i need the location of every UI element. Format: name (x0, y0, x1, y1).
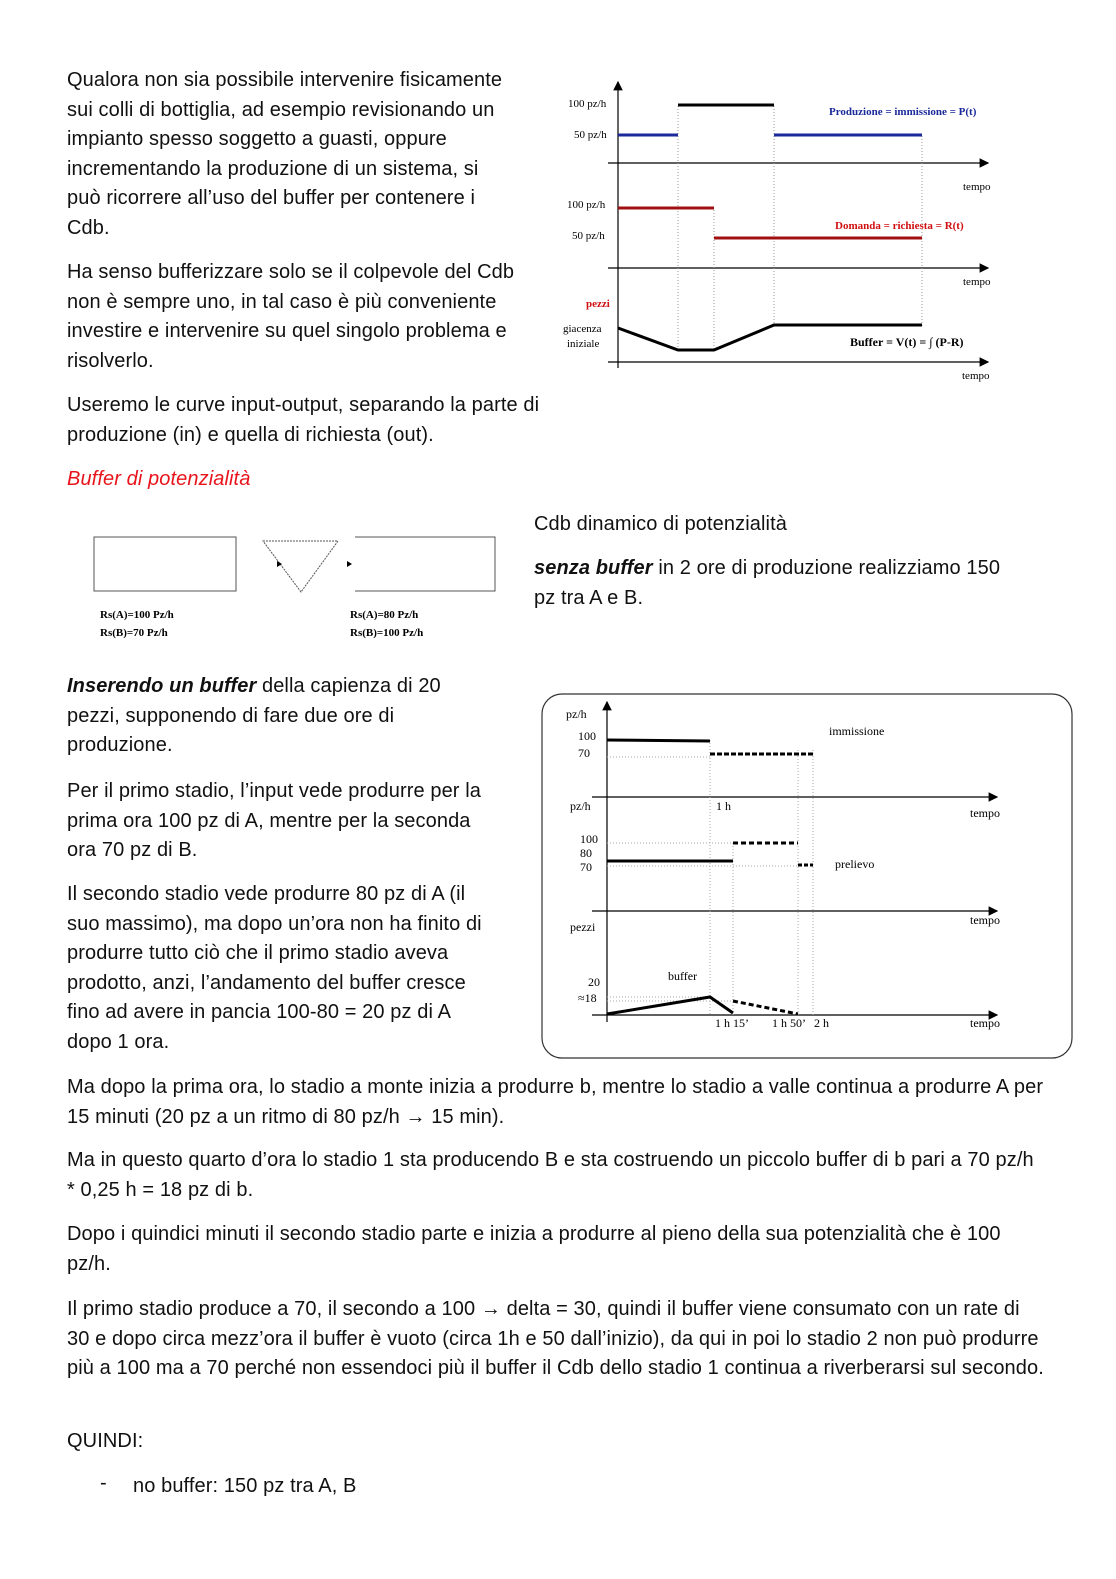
stage-label: Rs(B)=70 Pz/h (100, 627, 168, 639)
text: in 2 ore di produzione realizziamo 150 pz tra A e B. (534, 557, 1001, 609)
paragraph: QUINDI: (67, 1430, 144, 1452)
tick-label: 1 h 50’ (772, 1016, 806, 1030)
axis-label: iniziale (567, 338, 600, 350)
axis-label: tempo (963, 276, 991, 288)
bullet-item: no buffer: 150 pz tra A, B (133, 1475, 357, 1497)
axis-label: 50 pz/h (574, 129, 607, 141)
axis-label: tempo (970, 806, 1000, 820)
series-label: prelievo (835, 857, 875, 871)
tick-label: 100 (580, 832, 598, 846)
paragraph: Per il primo stadio, l’input vede produrre per la prima ora 100 pz di A, mentre per la seconda ora 70 pz di B. (67, 780, 481, 862)
bullet-marker: - (100, 1472, 107, 1494)
axis-label: 50 pz/h (572, 230, 605, 242)
paragraph: Il primo stadio produce a 70, il secondo a 100 → delta = 30, quindi il buffer viene consumato con un rate di 30 e dopo circa mezz’ora il buffer è vuoto (circa 1h e 50 dall’inizio), da qui in poi lo stadio 2 non può produrre più a 100 ma a 70 perché non essendoci più il buffer il Cdb dello stadio 1 continua a riverberarsi sul secondo. (67, 1298, 1044, 1380)
tick-label: 1 h 15’ (715, 1016, 749, 1030)
stage-label: Rs(B)=100 Pz/h (350, 627, 424, 639)
paragraph: Ha senso bufferizzare solo se il colpevole del Cdb non è sempre uno, in tal caso è più conveniente investire e intervenire su quel singolo problema e risolverlo. (67, 261, 515, 372)
section-heading: Buffer di potenzialità (67, 468, 251, 490)
series-label: immissione (829, 724, 885, 738)
axis-label: tempo (963, 181, 991, 193)
tick-label: 70 (580, 860, 592, 874)
paragraph: Useremo le curve input-output, separando la parte di produzione (in) e quella di richiesta (out). (67, 394, 540, 446)
series-label: Produzione = immissione = P(t) (829, 106, 977, 118)
axis-label: giacenza (563, 323, 602, 335)
stage-label: Rs(A)=80 Pz/h (350, 609, 419, 621)
series-label: Domanda = richiesta = R(t) (835, 220, 964, 232)
stage-label: Rs(A)=100 Pz/h (100, 609, 174, 621)
two-stage-buffer-schematic (94, 537, 495, 639)
tick-label: 70 (578, 746, 590, 760)
axis-label: tempo (970, 1016, 1000, 1030)
axis-label: tempo (970, 913, 1000, 927)
buffer-input-output-diagram (542, 694, 1072, 1058)
tick-label: 2 h (814, 1016, 829, 1030)
axis-label: tempo (962, 370, 990, 382)
axis-label: pz/h (566, 707, 587, 721)
axis-label: pezzi (586, 298, 610, 310)
paragraph: Ma in questo quarto d’ora lo stadio 1 sta producendo B e sta costruendo un piccolo buffer di b pari a 70 pz/h * 0,25 h = 18 pz di b. (67, 1149, 1034, 1201)
bold-text: senza buffer (534, 557, 653, 579)
paragraph: Ma dopo la prima ora, lo stadio a monte inizia a produrre b, mentre lo stadio a valle continua a produrre A per 15 minuti (20 pz a un ritmo di 80 pz/h → 15 min). (67, 1076, 1044, 1128)
tick-label: 1 h (716, 799, 731, 813)
axis-label: pezzi (570, 920, 596, 934)
tick-label: 20 (588, 975, 600, 989)
series-label: buffer (668, 969, 698, 983)
axis-label: pz/h (570, 799, 591, 813)
paragraph: Dopo i quindici minuti il secondo stadio parte e inizia a produrre al pieno della sua potenzialità che è 100 pz/h. (67, 1223, 1001, 1275)
axis-label: 100 pz/h (567, 199, 606, 211)
paragraph: Qualora non sia possibile intervenire fisicamente sui colli di bottiglia, ad esempio revisionando un impianto spesso soggetto a guasti, oppure incrementando la produzione di un sistema, si può ricorrere all’uso del buffer per contenere i Cdb. (67, 69, 503, 239)
text: della capienza di 20 pezzi, supponendo di fare due ore di produzione. (67, 675, 441, 757)
tick-label: ≈18 (578, 991, 597, 1005)
tick-label: 100 (578, 729, 596, 743)
series-label: Buffer = V(t) = ∫ (P-R) (850, 335, 964, 349)
paragraph: Cdb dinamico di potenzialità (534, 513, 787, 535)
tick-label: 80 (580, 846, 592, 860)
paragraph: Il secondo stadio vede produrre 80 pz di A (il suo massimo), ma dopo un’ora non ha finito di produrre tutto ciò che il primo stadio aveva prodotto, anzi, l’andamento del buffer cresce fino ad avere in pancia 100-80 = 20 pz di A dopo 1 ora. (67, 883, 482, 1053)
axis-label: 100 pz/h (568, 98, 607, 110)
production-demand-buffer-diagram (563, 82, 991, 382)
bold-text: Inserendo un buffer (67, 675, 257, 697)
